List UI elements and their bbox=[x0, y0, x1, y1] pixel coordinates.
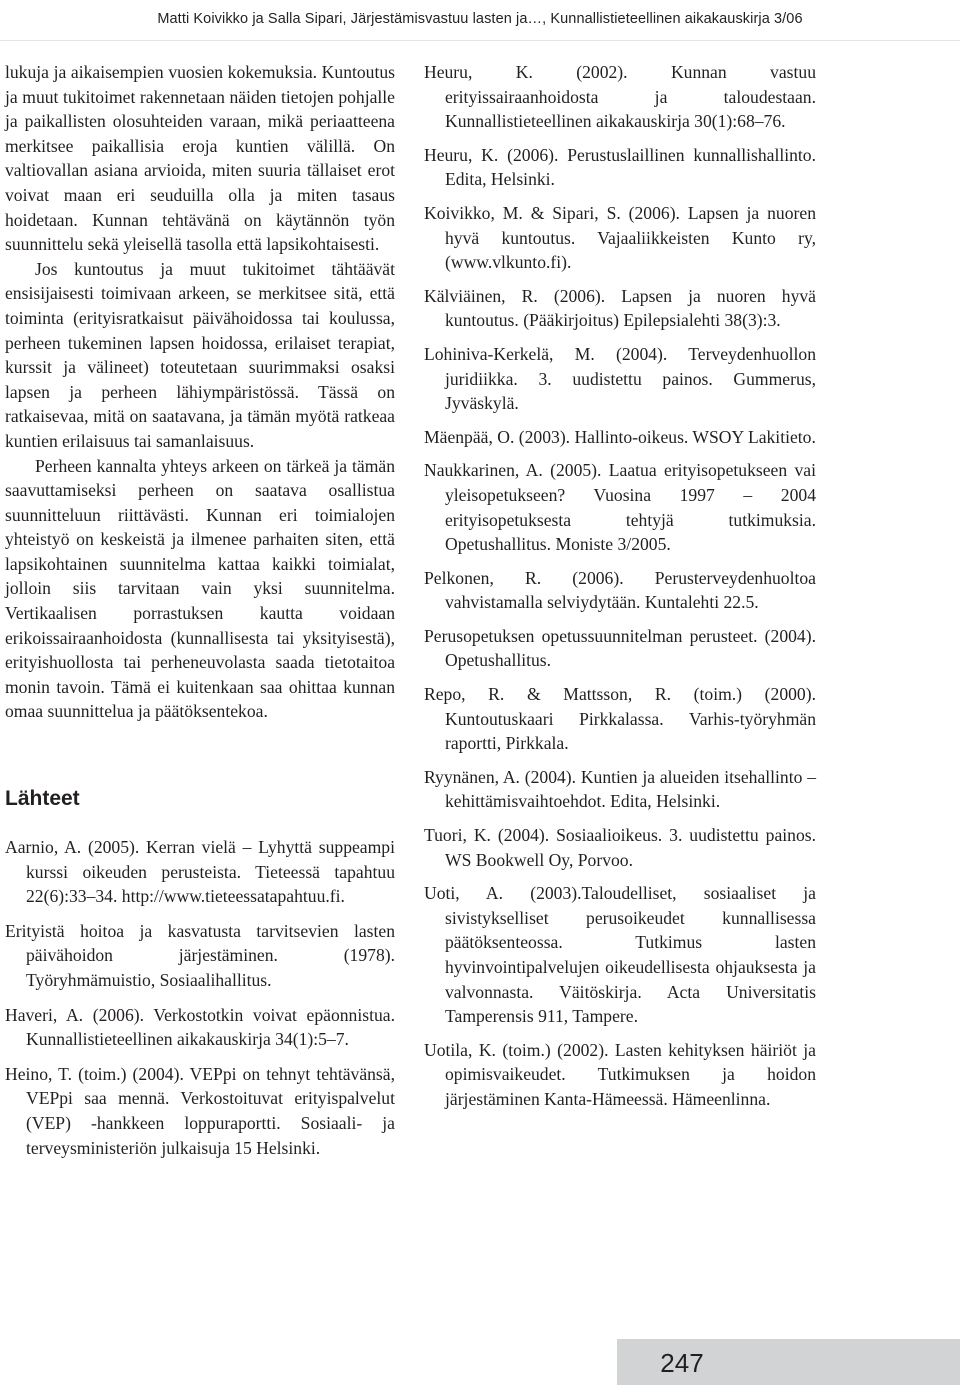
reference-item: Erityistä hoitoa ja kasvatusta tarvitsevien lasten päivähoidon järjestäminen. (1978). Työryhmämuistio, Sosiaalihallitus. bbox=[5, 920, 395, 990]
reference-item: Perusopetuksen opetussuunnitelman perusteet. (2004). Opetushallitus. bbox=[424, 625, 816, 671]
reference-item: Repo, R. & Mattsson, R. (toim.) (2000). Kuntoutuskaari Pirkkalassa. Varhis-työryhmän raportti, Pirkkala. bbox=[424, 684, 816, 754]
body-paragraph: Jos kuntoutus ja muut tukitoimet tähtäävät ensisijaisesti toimivaan arkeen, se merkitsee sitä, että toiminta (erityisratkaisut päivähoidossa tai koulussa, perheen tukeminen lapsen hoidossa, erilaiset terapiat, kurssit ja välineet) toteutetaan suurimmaksi osaksi lapsen ja perheen lähiympäristössä. Tässä on ratkaisevaa, mitä on saatavana, ja tämän myötä ratkeaa kuntien erilaisuus tai samanlaisuus. bbox=[5, 258, 395, 451]
reference-item: Pelkonen, R. (2006). Perusterveydenhuoltoa vahvistamalla selviydytään. Kuntalehti 22.5. bbox=[424, 567, 816, 613]
reference-item: Heuru, K. (2006). Perustuslaillinen kunnallishallinto. Edita, Helsinki. bbox=[424, 144, 816, 190]
reference-item: Heino, T. (toim.) (2004). VEPpi on tehnyt tehtävänsä, VEPpi saa mennä. Verkostoituvat erityispalvelut (VEP) -hankkeen loppuraportti. Sosiaali- ja terveysministeriön julkaisuja 15 Helsinki. bbox=[5, 1063, 395, 1158]
reference-item: Haveri, A. (2006). Verkostotkin voivat epäonnistua. Kunnallistieteellinen aikakauskirja 34(1):5–7. bbox=[5, 1004, 395, 1050]
reference-item: Naukkarinen, A. (2005). Laatua erityisopetukseen vai yleisopetukseen? Vuosina 1997 – 2004 erityisopetuksesta tehtyjä tutkimuksia. Opetushallitus. Moniste 3/2005. bbox=[424, 460, 816, 555]
right-column bbox=[424, 60, 816, 1121]
reference-item: Uotila, K. (toim.) (2002). Lasten kehityksen häiriöt ja opimisvaikeudet. Tutkimuksen ja hoidon järjestäminen Kanta-Hämeessä. Hämeenlinna. bbox=[424, 1039, 816, 1109]
body-paragraph: lukuja ja aikaisempien vuosien kokemuksia. Kuntoutus ja muut tukitoimet rakennetaan näiden tietojen pohjalle ja paikallisten olosuhteiden varaan, mikä periaatteena merkitsee paikallisia eroja kuntien välillä. On valtiovallan asiana arvioida, miten suuria tällaiset erot voivat maan eri seuduilla olla ja miten tasaus hoidetaan. Kunnan tehtävänä on käytännön työn suunnittelu sekä yleisellä tasolla että lapsikohtaisesti. bbox=[5, 62, 395, 255]
reference-item: Heuru, K. (2002). Kunnan vastuu erityissairaanhoidosta ja taloudestaan. Kunnallistieteellinen aikakauskirja 30(1):68–76. bbox=[424, 62, 816, 132]
body-paragraph: Perheen kannalta yhteys arkeen on tärkeä ja tämän saavuttamiseksi perheen on saatava osallistua suunnitteluun riittävästi. Kunnan eri toimialojen yhteistyö on keskeistä ja ilmenee parhaiten siten, että lapsikohtainen suunnitelma kattaa kaikki toimialat, jolloin siis tarvitaan vain yksi suunnitelma. Vertikaalisen porrastuksen kautta voidaan erikoissairaanhoidosta (kunnallisesta tai yksityisestä), erityishuollosta tai perheneuvolasta saada tietotaitoa monin tavoin. Tämä ei kuitenkaan saa ohittaa kunnan omaa suunnittelua ja päätöksentekoa. bbox=[5, 455, 395, 722]
running-header: Matti Koivikko ja Salla Sipari, Järjestämisvastuu lasten ja…, Kunnallistieteellinen aikakauskirja 3/06 bbox=[0, 0, 960, 41]
reference-item: Kälviäinen, R. (2006). Lapsen ja nuoren hyvä kuntoutus. (Pääkirjoitus) Epilepsialehti 38(3):3. bbox=[424, 285, 816, 331]
reference-item: Mäenpää, O. (2003). Hallinto-oikeus. WSOY Lakitieto. bbox=[424, 426, 816, 447]
reference-item: Ryynänen, A. (2004). Kuntien ja alueiden itsehallinto – kehittämisvaihtoehdot. Edita, Helsinki. bbox=[424, 766, 816, 812]
page-number: 247 bbox=[660, 1348, 704, 1378]
reference-item: Uoti, A. (2003).Taloudelliset, sosiaaliset ja sivistykselliset perusoikeudet kunnallisessa päätöksenteossa. Tutkimus lasten hyvinvointipalvelujen oikeudellisesta ohjauksesta ja valvonnasta. Väitöskirja. Acta Universitatis Tamperensis 911, Tampere. bbox=[424, 883, 816, 1027]
reference-item: Lohiniva-Kerkelä, M. (2004). Terveydenhuollon juridiikka. 3. uudistettu painos. Gummerus, Jyväskylä. bbox=[424, 343, 816, 414]
reference-item: Tuori, K. (2004). Sosiaalioikeus. 3. uudistettu painos. WS Bookwell Oy, Porvoo. bbox=[424, 825, 816, 870]
left-column bbox=[5, 60, 395, 1170]
reference-item: Koivikko, M. & Sipari, S. (2006). Lapsen ja nuoren hyvä kuntoutus. Vajaaliikkeisten Kunto ry, (www.vlkunto.fi). bbox=[424, 202, 816, 273]
reference-item: Aarnio, A. (2005). Kerran vielä – Lyhyttä suppeampi kurssi oikeuden perusteista. Tieteessä tapahtuu 22(6):33–34. http://www.tieteessatapahtuu.fi. bbox=[5, 837, 395, 907]
references-heading: Lähteet bbox=[5, 787, 80, 811]
